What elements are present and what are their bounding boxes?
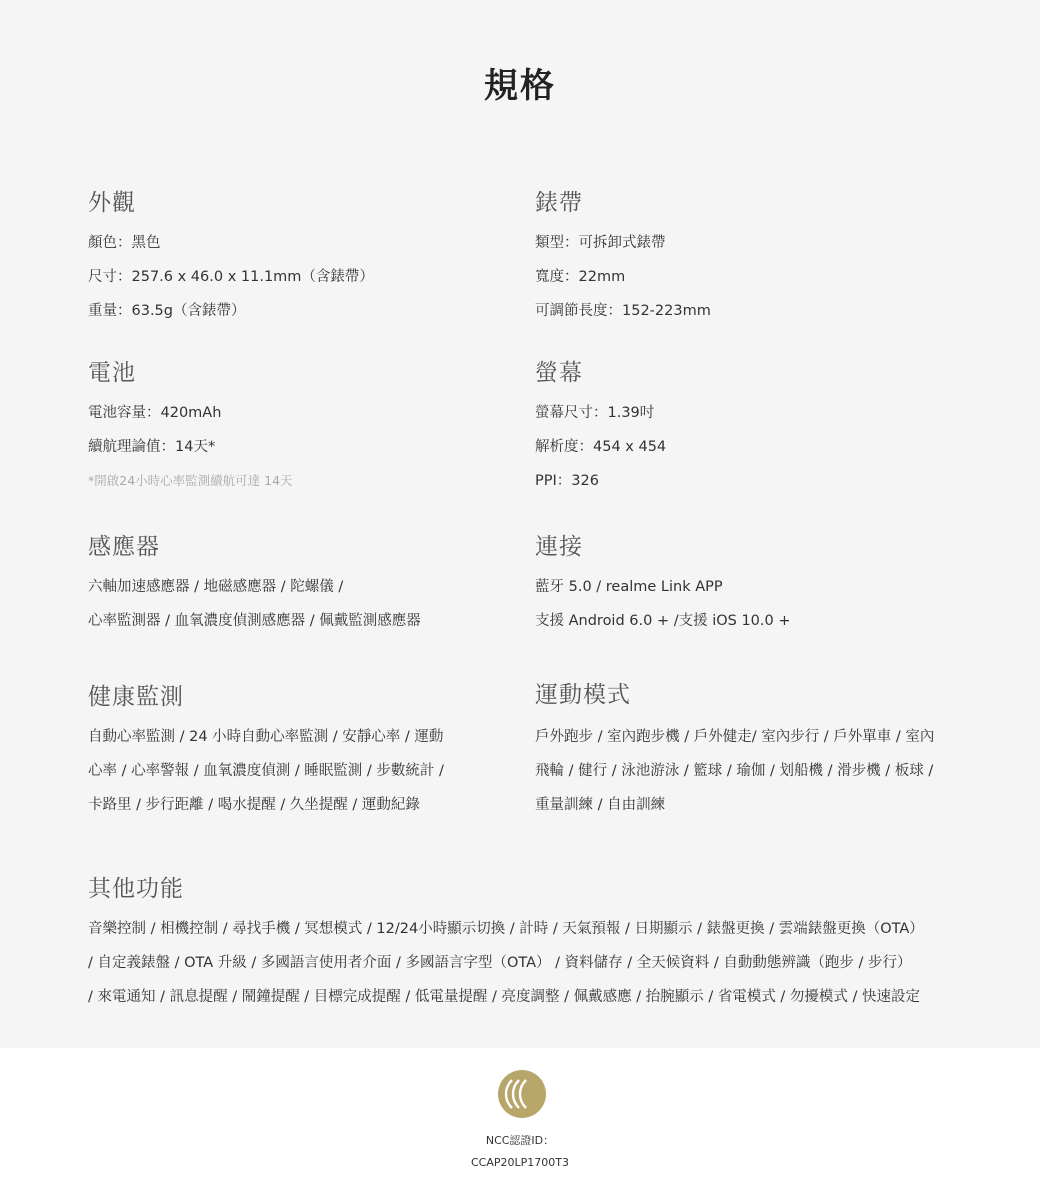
spec-color: 顏色：黑色 (88, 235, 161, 251)
spec-health-line: 卡路里 / 步行距離 / 喝水提醒 / 久坐提醒 / 運動紀錄 (88, 797, 420, 813)
spec-other-line: / 自定義錶盤 / OTA 升級 / 多國語言使用者介面 / 多國語言字型（OTA） / 資料儲存 / 全天候資料 / 自動動態辨識（跑步 / 步行） (88, 955, 912, 971)
section-heading: 健康監測 (88, 684, 184, 710)
footer (0, 1048, 1040, 1200)
section-appearance (88, 186, 374, 328)
ncc-id-label: NCC認證ID： (485, 1134, 555, 1147)
ncc-logo-icon (494, 1066, 550, 1122)
spec-health-line: 心率 / 心率警報 / 血氧濃度偵測 / 睡眠監測 / 步數統計 / (88, 763, 444, 779)
section-health (88, 680, 444, 822)
section-heading: 外觀 (88, 190, 136, 216)
section-heading: 電池 (88, 360, 136, 386)
spec-sport-line: 飛輪 / 健行 / 泳池游泳 / 籃球 / 瑜伽 / 划船機 / 滑步機 / 板球 / (535, 763, 934, 779)
section-strap (535, 186, 711, 328)
spec-dimensions: 尺寸：257.6 x 46.0 x 11.1mm（含錶帶） (88, 269, 374, 285)
spec-strap-type: 類型：可拆卸式錶帶 (535, 235, 666, 251)
section-heading: 錶帶 (535, 190, 583, 216)
spec-battery-note: *開啟24小時心率監測續航可達 14天 (88, 473, 293, 488)
spec-os-support: 支援 Android 6.0 + /支援 iOS 10.0 + (535, 613, 791, 629)
spec-sport-line: 戶外跑步 / 室內跑步機 / 戶外健走/ 室內步行 / 戶外單車 / 室內 (535, 729, 935, 745)
spec-bluetooth: 藍牙 5.0 / realme Link APP (535, 579, 723, 595)
spec-screen-size: 螢幕尺寸：1.39吋 (535, 405, 655, 421)
section-heading: 運動模式 (535, 682, 631, 708)
spec-health-line: 自動心率監測 / 24 小時自動心率監測 / 安靜心率 / 運動 (88, 729, 444, 745)
section-sensors (88, 530, 421, 638)
spec-battery-life: 續航理論值：14天* (88, 439, 216, 455)
spec-strap-length: 可調節長度：152-223mm (535, 303, 711, 319)
section-screen (535, 356, 666, 498)
spec-sport-line: 重量訓練 / 自由訓練 (535, 797, 666, 813)
spec-battery-capacity: 電池容量：420mAh (88, 405, 222, 421)
spec-strap-width: 寬度：22mm (535, 269, 626, 285)
section-other-features (88, 872, 988, 1014)
spec-other-line: / 來電通知 / 訊息提醒 / 鬧鐘提醒 / 目標完成提醒 / 低電量提醒 / 亮度調整 / 佩戴感應 / 抬腕顯示 / 省電模式 / 勿擾模式 / 快速設定 (88, 989, 921, 1005)
spec-resolution: 解析度：454 x 454 (535, 439, 667, 455)
section-sport-modes (535, 678, 934, 822)
spec-other-line: 音樂控制 / 相機控制 / 尋找手機 / 冥想模式 / 12/24小時顯示切換 / 計時 / 天氣預報 / 日期顯示 / 錶盤更換 / 雲端錶盤更換（OTA） (88, 921, 924, 937)
spec-sensors-line: 心率監測器 / 血氧濃度偵測感應器 / 佩戴監測感應器 (88, 613, 421, 629)
page-title: 規格 (484, 66, 556, 106)
spec-weight: 重量：63.5g（含錶帶） (88, 303, 246, 319)
ncc-id-value: CCAP20LP1700T3 (471, 1156, 569, 1169)
section-connectivity (535, 530, 791, 638)
section-battery (88, 356, 293, 498)
section-heading: 其他功能 (88, 876, 184, 902)
spec-ppi: PPI：326 (535, 473, 599, 489)
spec-sensors-line: 六軸加速感應器 / 地磁感應器 / 陀螺儀 / (88, 579, 344, 595)
section-heading: 感應器 (88, 534, 160, 560)
section-heading: 螢幕 (535, 360, 583, 386)
section-heading: 連接 (535, 534, 583, 560)
